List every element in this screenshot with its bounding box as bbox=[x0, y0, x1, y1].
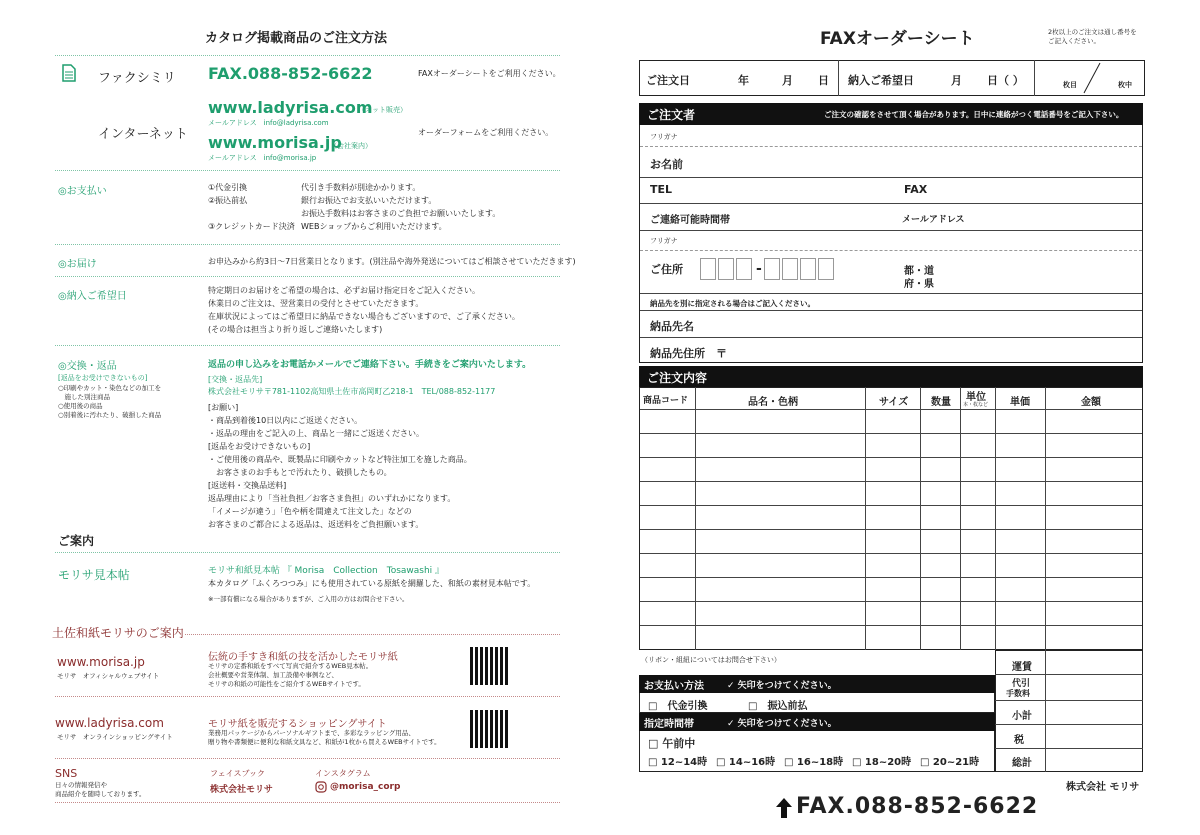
sns-lines: 日々の情報発信や 商品紹介を随時しております。 bbox=[55, 781, 146, 798]
month-label: 月 bbox=[782, 74, 793, 87]
site-tag: （会社案内） bbox=[330, 142, 372, 150]
ribbon-note: （リボン・組紐についてはお問合せ下さい） bbox=[641, 656, 781, 664]
cod-label: 代引 bbox=[1012, 679, 1031, 689]
order-row[interactable] bbox=[640, 409, 1142, 433]
desired-date-label: 納入ご希望日 bbox=[848, 74, 914, 87]
order-header: ご注文内容 bbox=[639, 366, 1143, 387]
time-am-checkbox[interactable]: □ 午前中 bbox=[648, 737, 696, 750]
qr-code-icon bbox=[470, 710, 508, 748]
customer-header: ご注文者 ご注文の確認をさせて頂く場合があります。日中に連絡がつく電話番号をご記入下さい。 bbox=[639, 103, 1143, 125]
returns-sub-lines: ○印刷やカット・染色などの加工を 施した別注商品 ○使用後の商品 ○別着後に汚れたり、破損した商品 bbox=[58, 384, 162, 419]
col-size: サイズ bbox=[879, 397, 909, 408]
guide-label: モリサ見本帖 bbox=[58, 568, 130, 582]
pref-label-2: 府・県 bbox=[904, 279, 934, 290]
desired-lines: 特定期日のお届けをご希望の場合は、必ずお届け指定日をご記入ください。 休業日のご注文は、翌営業日の受付とさせていただきます。 在庫状況によってはご希望日に納品できない場合もございますので、ご了承ください。 (その場合は担当より折り返しご連絡いたします) bbox=[208, 286, 520, 334]
guide-title: ご案内 bbox=[58, 534, 95, 548]
email-field[interactable] bbox=[970, 205, 1135, 227]
furigana-label: フリガナ bbox=[650, 237, 678, 245]
guide-headline: モリサ和紙見本帖 『 Morisa Collection Tosawashi 』 bbox=[208, 566, 445, 576]
site-link-morisa[interactable]: www.morisa.jp bbox=[208, 133, 342, 152]
fax-big-number: FAX.088-852-6622 bbox=[796, 794, 1039, 819]
document-icon bbox=[62, 64, 76, 82]
returns-label: ◎交換・返品 bbox=[58, 361, 117, 372]
tosa-site-ladyrisa[interactable]: www.ladyrisa.com bbox=[55, 716, 164, 730]
fax-field[interactable] bbox=[940, 179, 1135, 201]
furigana-label: フリガナ bbox=[650, 133, 678, 141]
payment-cod-checkbox[interactable]: □ 代金引換 bbox=[648, 701, 708, 712]
time-16-18-checkbox[interactable]: □ 16~18時 bbox=[784, 757, 844, 768]
subtotal-label: 小計 bbox=[1012, 711, 1032, 722]
postal-code-boxes[interactable]: - bbox=[700, 258, 836, 280]
time-20-21-checkbox[interactable]: □ 20~21時 bbox=[920, 757, 980, 768]
divider bbox=[185, 634, 560, 635]
returns-lines: [お願い] ・商品到着後10日以内にご返送ください。 ・返品の理由をご記入の上、商品と一緒にご返送ください。 [返品をお受けできないもの] ・ご使用後の商品や、既製品に印刷やカットなど特注加工を施した商品。 お客さまのお手もとで汚れたり、破損したもの。 [返送料・交換品送料] 返品理由により「当社負担／お客さま負担」のいずれかになります。 「イメージが違う」「色や柄を間違えて注文した」などの お客さまのご都合による返品は、返送料をご負担願います。 bbox=[208, 403, 472, 529]
email-label: メールアドレス bbox=[902, 215, 965, 225]
col-name: 品名・色柄 bbox=[748, 397, 798, 408]
divider bbox=[55, 696, 560, 697]
dest-note: 納品先を別に指定される場合はご記入ください。 bbox=[650, 299, 815, 308]
fax-note: FAXオーダーシートをご利用ください。 bbox=[418, 69, 561, 78]
company-name: 株式会社 モリサ bbox=[1066, 782, 1140, 793]
site-tag: （ネット販売） bbox=[358, 106, 407, 114]
tosa-title: 土佐和紙モリサのご案内 bbox=[52, 626, 184, 640]
address-label: ご住所 bbox=[650, 263, 683, 276]
col-qty: 数量 bbox=[931, 397, 951, 408]
divider bbox=[55, 244, 560, 245]
order-row[interactable] bbox=[640, 481, 1142, 505]
divider bbox=[55, 552, 560, 553]
tosa-head: 伝統の手すき和紙の技を活かしたモリサ紙 bbox=[208, 652, 398, 663]
pref-label-1: 都・道 bbox=[904, 266, 934, 277]
total-label: 総計 bbox=[1012, 758, 1032, 769]
col-amount: 金額 bbox=[1081, 397, 1101, 408]
divider bbox=[55, 758, 560, 759]
returns-sub: [返品をお受けできないもの] bbox=[58, 374, 148, 382]
time-12-14-checkbox[interactable]: □ 12~14時 bbox=[648, 757, 708, 768]
divider bbox=[55, 276, 560, 277]
desired-label: ◎納入ご希望日 bbox=[58, 291, 127, 302]
divider bbox=[55, 170, 560, 171]
payment-transfer-checkbox[interactable]: □ 振込前払 bbox=[748, 701, 808, 712]
guide-note: ※一部有償になる場合がありますが、ご入用の方はお問合せ下さい。 bbox=[208, 595, 409, 603]
page-label: 枚目 bbox=[1063, 81, 1077, 89]
divider bbox=[55, 802, 560, 803]
instagram-link[interactable]: @morisa_corp bbox=[330, 782, 401, 792]
site-mail: メールアドレス info@morisa.jp bbox=[208, 154, 317, 162]
fax-label: ファクシミリ bbox=[98, 71, 176, 86]
order-row[interactable] bbox=[640, 529, 1142, 553]
qr-code-icon bbox=[470, 647, 508, 685]
day-label: 日（ ） bbox=[987, 74, 1024, 87]
year-label: 年 bbox=[738, 74, 749, 87]
returns-address2: 株式会社モリサ〒781-1102高知県土佐市高岡町乙218-1 TEL/088-852-1177 bbox=[208, 387, 496, 396]
returns-headline: 返品の申し込みをお電話かメールでご連絡下さい。手続きをご案内いたします。 bbox=[208, 360, 532, 370]
name-field[interactable] bbox=[700, 150, 1130, 174]
facebook-label: フェイスブック bbox=[210, 769, 265, 778]
delivery-label: ◎お届け bbox=[58, 259, 97, 270]
order-row[interactable] bbox=[640, 553, 1142, 577]
col-unit-sub: 本・枚など bbox=[963, 402, 989, 408]
tosa-lines: モリサの定番和紙をすべて写真で紹介するWEB見本帖。 会社概要や営業体制、加工設備や事例など、 モリサの和紙の可能性をご紹介するWEBサイトです。 bbox=[208, 662, 373, 688]
tosa-site-morisa[interactable]: www.morisa.jp bbox=[57, 655, 145, 669]
arrow-up-icon bbox=[775, 797, 793, 819]
col-unit: 単位 bbox=[966, 392, 986, 403]
freight-label: 運賃 bbox=[1012, 662, 1032, 673]
month-label: 月 bbox=[951, 74, 962, 87]
sns-label: SNS bbox=[55, 767, 78, 780]
order-row[interactable] bbox=[640, 457, 1142, 481]
instagram-icon bbox=[315, 781, 327, 793]
col-unit-price: 単価 bbox=[1010, 397, 1030, 408]
order-row[interactable] bbox=[640, 601, 1142, 625]
guide-text: 本カタログ「ふくろつつみ」にも使用されている原紙を網羅した、和紙の素材見本帖です。 bbox=[208, 579, 536, 588]
site-link-ladyrisa[interactable]: www.ladyrisa.com bbox=[208, 98, 373, 117]
tel-field[interactable] bbox=[690, 179, 890, 201]
order-row[interactable] bbox=[640, 505, 1142, 529]
delivery-text: お申込みから約3日〜7日営業日となります。(別注品や海外発送についてはご相談させていただきます) bbox=[208, 257, 576, 266]
order-date-label: ご注文日 bbox=[646, 74, 690, 87]
fax-number: FAX.088-852-6622 bbox=[208, 64, 373, 83]
tax-label: 税 bbox=[1014, 735, 1024, 746]
internet-label: インターネット bbox=[98, 127, 188, 142]
payment-method-header: お支払い方法 ✓ 矢印をつけてください。 bbox=[639, 675, 995, 693]
time-header: 指定時間帯 ✓ 矢印をつけてください。 bbox=[639, 713, 995, 731]
time-18-20-checkbox[interactable]: □ 18~20時 bbox=[852, 757, 912, 768]
tosa-lines: 業務用パッケージからパーソナルギフトまで、多彩なラッピング用品、 贈り物や書類便に便利な和紙文具など、和紙が1枚から買えるWEBサイトです。 bbox=[208, 729, 441, 746]
left-title: カタログ掲載商品のご注文方法 bbox=[205, 31, 388, 46]
dest-address-label: 納品先住所 〒 bbox=[650, 347, 727, 360]
fax-sheet-title: FAXオーダーシート bbox=[820, 29, 975, 49]
divider bbox=[55, 55, 560, 56]
day-label: 日 bbox=[818, 74, 829, 87]
order-row[interactable] bbox=[640, 433, 1142, 457]
insta-label: インスタグラム bbox=[315, 769, 371, 778]
contact-time-label: ご連絡可能時間帯 bbox=[650, 215, 730, 226]
dest-name-field[interactable] bbox=[710, 313, 1135, 335]
corner-note: 2枚以上のご注文は通し番号を ご記入ください。 bbox=[1048, 28, 1137, 45]
order-row[interactable] bbox=[640, 625, 1142, 649]
total-label: 枚中 bbox=[1118, 81, 1132, 89]
tosa-head: モリサ紙を販売するショッピングサイト bbox=[208, 719, 387, 730]
dest-name-label: 納品先名 bbox=[650, 320, 694, 333]
order-row[interactable] bbox=[640, 577, 1142, 601]
divider bbox=[55, 345, 560, 346]
site-mail: メールアドレス info@ladyrisa.com bbox=[208, 119, 329, 127]
facebook-link[interactable]: 株式会社モリサ bbox=[210, 785, 273, 795]
name-label: お名前 bbox=[650, 158, 683, 171]
tosa-site-sub: モリサ オフィシャルウェブサイト bbox=[57, 672, 160, 680]
internet-note: オーダーフォームをご利用ください。 bbox=[418, 128, 554, 137]
slash-icon bbox=[1082, 62, 1102, 94]
payment-lines: ①代金引換 代引き手数料が別途かかります。 ②振込前払 銀行お振込でお支払いいただけます。 お振込手数料はお客さまのご負担でお願いいたします。 ③クレジットカード決済 WEBショップからご利用いただけます。 bbox=[208, 183, 501, 231]
returns-address: [交換・返品先] bbox=[208, 375, 263, 384]
tel-label: TEL bbox=[650, 183, 673, 196]
time-14-16-checkbox[interactable]: □ 14~16時 bbox=[716, 757, 776, 768]
tosa-site-sub: モリサ オンラインショッピングサイト bbox=[57, 733, 173, 741]
col-code: 商品コード bbox=[643, 396, 689, 406]
payment-label: ◎お支払い bbox=[58, 186, 107, 197]
fax-label: FAX bbox=[904, 183, 928, 196]
fee-label: 手数料 bbox=[1006, 689, 1030, 698]
